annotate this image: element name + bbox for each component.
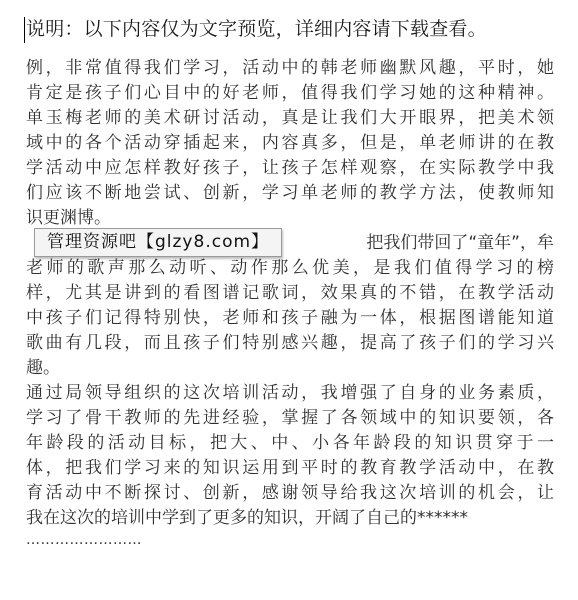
document-body: [26, 56, 554, 547]
watermark-banner: 管理资源吧【glzy8.com】: [34, 228, 282, 257]
text-line: 例，非常值得我们学习，活动中的韩老师幽默风趣，平时，她: [26, 58, 554, 78]
text-line: 们应该不断地尝试、创新，学习单老师的教学方法，使教师知: [26, 183, 554, 203]
text-line: 老师的歌声那么动听、动作那么优美，是我们值得学习的榜: [26, 258, 554, 278]
text-line: 中孩子们记得特别快，老师和孩子融为一体，根据图谱能知道: [26, 308, 554, 328]
text-line: 年龄段的活动目标，把大、中、小各年龄段的知识贯穿于一: [26, 433, 554, 453]
text-line: 歌曲有几段，而且孩子们特别感兴趣，提高了孩子们的学习兴: [26, 333, 554, 353]
text-line: 我在这次的培训中学到了更多的知识，开阔了自己的******: [26, 508, 468, 528]
text-line: 通过局领导组织的这次培训活动，我增强了自身的业务素质，: [26, 383, 554, 403]
ellipsis: ……………………: [26, 532, 142, 548]
text-line: 趣。: [26, 358, 60, 378]
text-line: 学活动中应怎样教好孩子，让孩子怎样观察，在实际教学中我: [26, 158, 554, 178]
text-line: 样，尤其是讲到的看图谱记歌词，效果真的不错，在教学活动: [26, 283, 554, 303]
text-line: 学习了骨干教师的先进经验，掌握了各领域中的知识要领，各: [26, 408, 554, 428]
text-cursor: [24, 17, 25, 43]
text-line-fragment: 把我们带回了“童年”，牟: [366, 233, 554, 253]
text-line: 单玉梅老师的美术研讨活动，真是让我们大开眼界，把美术领: [26, 108, 554, 128]
preview-notice: 说明：以下内容仅为文字预览，详细内容请下载查看。: [26, 18, 487, 40]
text-line: 域中的各个活动穿插起来，内容真多，但是，单老师讲的在教: [26, 133, 554, 153]
text-line: 识更渊博。: [26, 208, 111, 228]
text-line: 育活动中不断探讨、创新，感谢领导给我这次培训的机会，让: [26, 483, 554, 503]
text-line: 肯定是孩子们心目中的好老师，值得我们学习她的这种精神。: [26, 83, 554, 103]
text-line: 体，把我们学习来的知识运用到平时的教育教学活动中，在教: [26, 458, 554, 478]
